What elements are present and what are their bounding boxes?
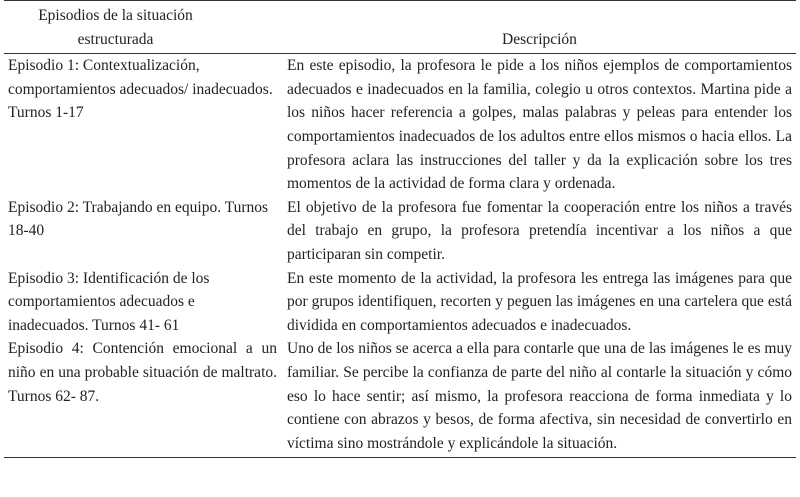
table-body (4, 54, 796, 458)
table-header (4, 1, 796, 54)
table-row (4, 337, 796, 457)
table-row (4, 196, 796, 267)
table-row (4, 54, 796, 196)
description-cell: El objetivo de la profesora fue fomentar la cooperación entre los niños a través del trabajo en grupo, la profesora pretendía incentivar a los niños a que participaran sin competir. (287, 198, 792, 263)
header-description: Descripción (283, 1, 796, 54)
episode-cell: Episodio 3: Identificación de los comportamientos adecuados e inadecuados. Turnos 41- 61 (8, 269, 210, 334)
table-row (4, 267, 796, 338)
header-row (4, 1, 796, 54)
header-episodes: Episodios de la situación estructurada (4, 1, 283, 54)
episode-cell: Episodio 4: Contención emocional a un niño en una probable situación de maltrato. Turnos 62- 87. (4, 337, 283, 457)
description-cell: En este episodio, la profesora le pide a los niños ejemplos de comportamientos adecuados e inadecuados en la familia, colegio u otros contextos. Martina pide a los niños hacer referencia a golpes, malas palabras y peleas para entender los comportamientos inadecuados de los adultos entre ellos mismos o hacia ellos. La profesora aclara las instrucciones del taller y da la explicación sobre los tres momentos de la actividad de forma clara y ordenada. (287, 57, 792, 193)
episodes-table (4, 0, 796, 458)
description-cell: Uno de los niños se acerca a ella para contarle que una de las imágenes le es muy familiar. Se percibe la confianza de parte del niño al contarle la situación y cómo eso lo hace sentir; así mismo, la profesora reacciona de forma inmediata y lo contiene con abrazos y besos, de forma afectiva, sin necesidad de convertirlo en víctima sino mostrándole y explicándole la situación. (283, 337, 796, 457)
episode-cell: Episodio 2: Trabajando en equipo. Turnos 18-40 (8, 198, 269, 240)
description-cell: En este momento de la actividad, la profesora les entrega las imágenes para que por grupos identifiquen, recorten y peguen las imágenes en una cartelera que está dividida en comportamientos adecuados e inadecuados. (287, 269, 792, 334)
episode-cell: Episodio 1: Contextualización, comportamientos adecuados/ inadecuados. Turnos 1-17 (8, 57, 273, 122)
